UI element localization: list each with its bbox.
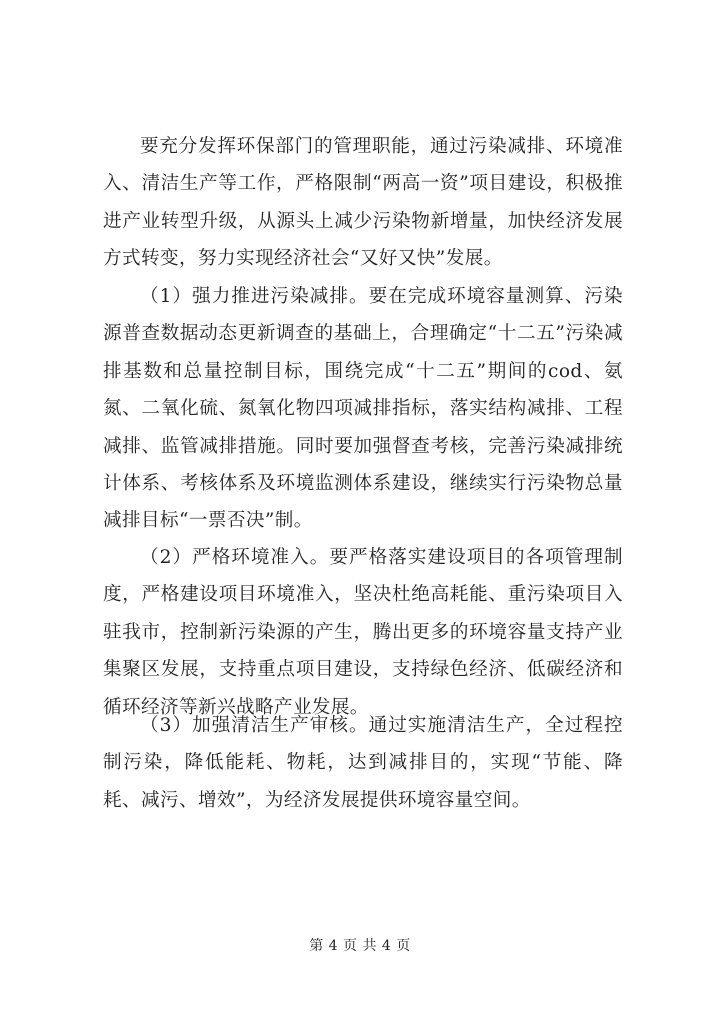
paragraph-clean-production: （3）加强清洁生产审核。通过实施清洁生产，全过程控制污染，降低能耗、物耗，达到减排目的，实现“节能、降耗、减污、增效”，为经济发展提供环境容量空间。: [103, 715, 623, 811]
paragraph-intro: 要充分发挥环保部门的管理职能，通过污染减排、环境准入、清洁生产等工作，严格限制“两高一资”项目建设，积极推进产业转型升级，从源头上减少污染物新增量，加快经济发展方式转变，努力实现经济社会“又好又快”发展。: [103, 136, 623, 270]
paragraph-pollution-reduction: （1）强力推进污染减排。要在完成环境容量测算、污染源普查数据动态更新调查的基础上，合理确定“十二五”污染减排基数和总量控制目标，围绕完成“十二五”期间的cod、氨氮、二氧化硫、氮氧化物四项减排指标，落实结构减排、工程减排、监管减排措施。同时要加强督查考核，完善污染减排统计体系、考核体系及环境监测体系建设，继续实行污染物总量减排目标“一票否决”制。: [103, 286, 623, 532]
paragraph-environmental-access: （2）严格环境准入。要严格落实建设项目的各项管理制度，严格建设项目环境准入，坚决杜绝高耗能、重污染项目入驻我市，控制新污染源的产生，腾出更多的环境容量支持产业集聚区发展，支持重点项目建设，支持绿色经济、低碳经济和循环经济等新兴战略产业发展。: [103, 547, 623, 718]
page-number-footer: 第 4 页 共 4 页: [309, 938, 411, 954]
